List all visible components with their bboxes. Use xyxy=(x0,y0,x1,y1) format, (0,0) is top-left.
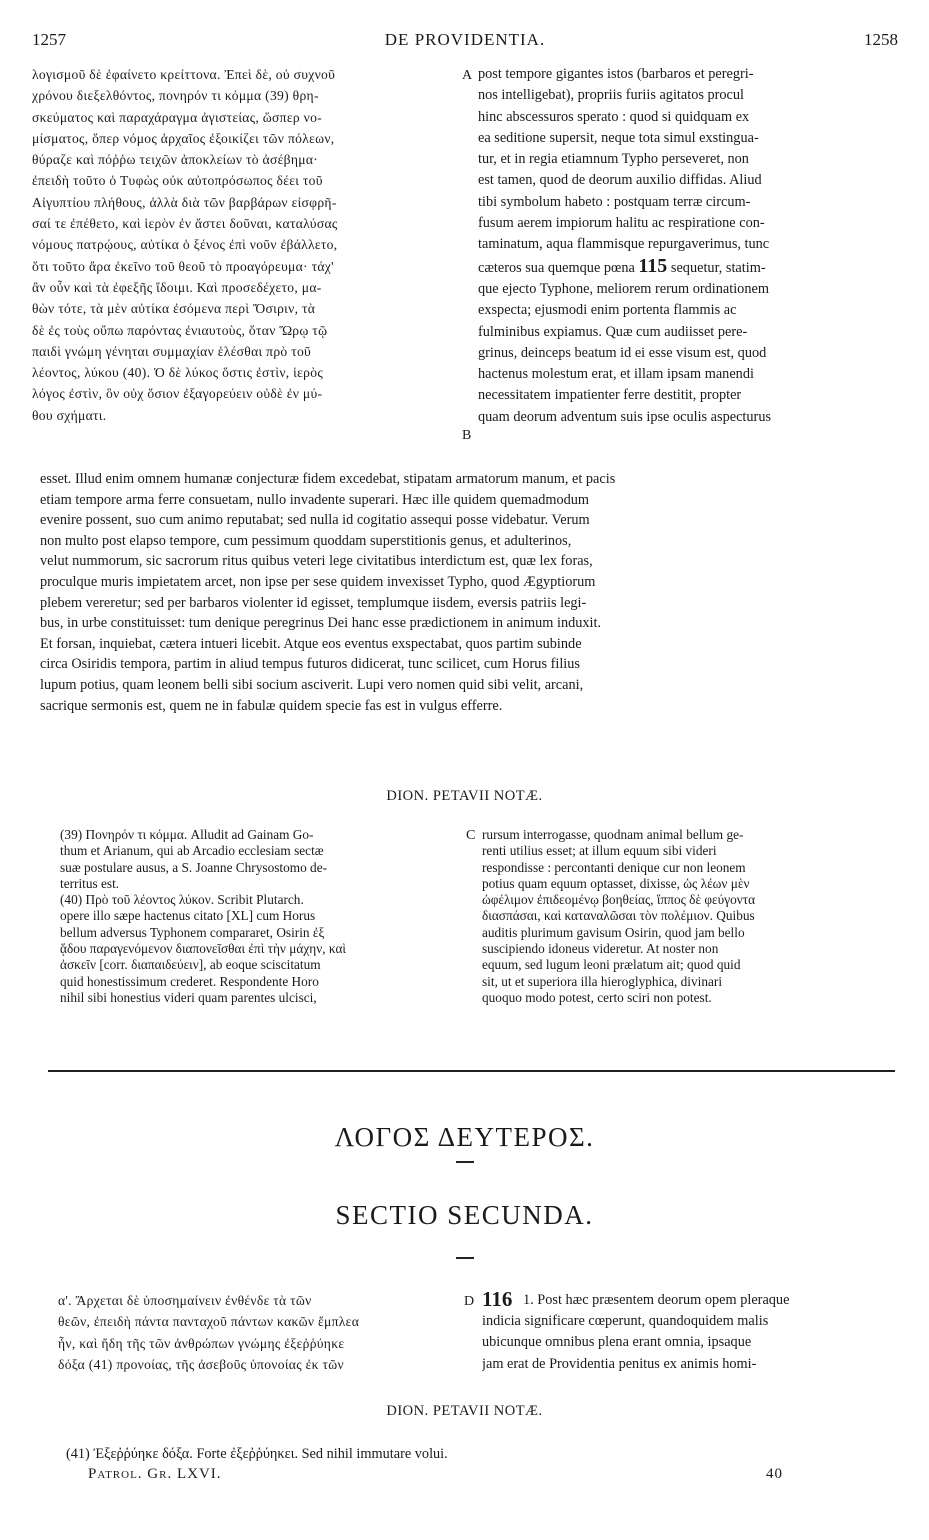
latin-line: proculque muris impietatem arcet, non ipse per sese quidem invexisset Typho, quod Ægyptiorum xyxy=(40,573,596,590)
signature-number: 40 xyxy=(766,1466,783,1482)
latin-line: post tempore gigantes istos (barbaros et peregri- xyxy=(478,66,754,82)
note-line: ᾅδου παραγενόμενον διαπονεῖσθαι ἐπὶ τὴν μάχην, καὶ xyxy=(60,941,346,957)
column-number-115: 115 xyxy=(638,255,668,277)
margin-marker-d: D xyxy=(464,1294,475,1309)
note-line: ὠφέλιμον ἐπιδεομένῳ βοηθείας, ἵππος δὲ φεύγοντα xyxy=(482,892,756,908)
running-header xyxy=(32,30,898,52)
greek-line: ἐπειδὴ τοῦτο ὁ Τυφὼς οὐκ αὐτοπρόσωπος δέει τοῦ xyxy=(32,173,323,189)
greek-column-bottom xyxy=(58,1290,456,1375)
greek-line: δὲ ἐς τοὺς οὔπω παρόντας ἐνιαυτοὺς, ὅταν Ὥρῳ τῷ xyxy=(32,322,328,338)
note-line: bellum adversus Typhonem compararet, Osirin ἐξ xyxy=(60,924,325,940)
greek-line: θύραζε καὶ πόῤῥω τειχῶν ἀποκλείων τὸ ἀσέβημα· xyxy=(32,152,319,168)
note-line: auditis plurimum gavisum Osirin, quod jam bello xyxy=(482,924,745,940)
greek-line: χρόνου διεξελθόντος, πονηρόν τι κόμμα (39) θρη- xyxy=(32,88,319,104)
greek-section-title: ΛΟΓΟΣ ΔΕΥΤΕΡΟΣ. xyxy=(334,1122,595,1152)
latin-line: ea seditione supersit, neque tota simul exstingua- xyxy=(478,129,759,146)
latin-line: fulminibus expiamus. Quæ cum audiisset pere- xyxy=(478,323,748,340)
greek-line: θὼν τότε, τὰ μὲν αὐτίκα ἐσόμενα περὶ Ὄσιριν, τὰ xyxy=(32,301,316,317)
latin-line: quam deorum adventum suis ipse oculis aspecturus xyxy=(478,408,772,425)
latin-line: necessitatem impatienter ferre destitit, propter xyxy=(478,387,742,404)
latin-line: fusum aerem impiorum halitu ac respiratione con- xyxy=(478,215,765,232)
greek-line: σαί τε ἐπέθετο, καὶ ἱερὸν ἐν ἄστει δοῦναι, καταλύσας xyxy=(32,216,338,232)
latin-segment: sequetur, statim- xyxy=(670,259,766,276)
note-line: (39) Πονηρόν τι κόμμα. Alludit ad Gainam Go- xyxy=(60,827,314,842)
latin-line: jam erat de Providentia penitus ex animis homi- xyxy=(482,1355,757,1372)
latin-line: circa Osiridis tempora, partim in aliud tempus futuros didicerat, tunc scilicet, cum Horus filius xyxy=(40,656,580,673)
note-line: equum, sed lugum leoni prælatum ait; quod quid xyxy=(482,957,741,973)
latin-line: hactenus molestum erat, et illam ipsam manendi xyxy=(478,366,754,383)
note-line: suscipiendo idoneus videretur. At noster non xyxy=(482,941,719,957)
latin-line: grinus, deinceps beatum id ei esse visum est, quod xyxy=(478,344,767,361)
latin-line: bus, in urbe constituisset: tum denique peregrinus Dei hanc esse prædictionem in animum induxit. xyxy=(40,615,602,632)
note-line: nihil sibi honestius videri quam parentes ulcisci, xyxy=(60,989,317,1005)
greek-line: ὅτι τοῦτο ἄρα ἐκεῖνο τοῦ θεοῦ τὸ προαγόρευμα· τάχ' xyxy=(32,258,334,274)
note-line: quoquo modo potest, certo sciri non potest. xyxy=(482,989,712,1005)
running-title: DE PROVIDENTIA. xyxy=(384,30,546,49)
latin-line: ubicunque omnibus plena erant omnia, ipsaque xyxy=(482,1334,752,1351)
latin-line: que ejecto Typhone, meliorem rerum ordinationem xyxy=(478,280,769,297)
signature-mark: Patrol. Gr. LXVI. xyxy=(88,1466,222,1482)
note-line: διασπάσαι, καὶ καταναλῶσαι τὸν πολέμιον. Quibus xyxy=(482,908,755,924)
footnote-41: (41) Ἐξεῤῥύηκε δόξα. Forte ἐξεῤῥύηκει. Sed nihil immutare volui. xyxy=(66,1446,448,1462)
greek-line: παιδὶ γνώμη γένηται συμμαχίαν ἑλέσθαι πρὸ τοῦ xyxy=(32,343,312,359)
note-line: (40) Πρὸ τοῦ λέοντος λύκον. Scribit Plutarch. xyxy=(60,892,304,908)
latin-column-bottom xyxy=(523,1290,898,1311)
section-divider-rule xyxy=(48,1070,895,1072)
note-line: ἀσκεῖν [corr. διαπαιδεύειν], ab eoque sciscitatum xyxy=(60,957,321,973)
greek-line: δόξα (41) προνοίας, τῆς ἀσεβοῦς ὑπονοίας ἐκ τῶν xyxy=(58,1356,344,1372)
page-number-right: 1258 xyxy=(864,30,898,49)
greek-line: Αἰγυπτίου πλήθους, ἀλλὰ διὰ τῶν βαρβάρων εἰσφρῆ- xyxy=(32,194,337,210)
title-dash xyxy=(456,1257,474,1259)
greek-line: ἂν οὖν καὶ τὰ ἐφεξῆς ἴδοιμι. Καὶ προσεδέχετο, μα- xyxy=(32,279,322,295)
latin-line: hinc abscessuros sperato : quod si quidquam ex xyxy=(478,108,750,125)
note-line: sit, ut et superiora illa hieroglyphica, divinari xyxy=(482,973,723,989)
latin-segment: cæteros sua quemque pœna xyxy=(478,259,635,276)
latin-line: indicia significare cœperunt, quandoquidem malis xyxy=(482,1313,769,1329)
greek-line: σκεύματος καὶ παραχάραγμα ἀγιστείας, ὥσπερ νο- xyxy=(32,109,322,125)
latin-line: taminatum, aqua flammisque repurgaverimus, tunc xyxy=(478,236,770,253)
note-line: rursum interrogasse, quodnam animal bellum ge- xyxy=(482,827,744,842)
latin-line: evenire possent, suo cum animo reputabat; sed nulla id cogitatio assequi posse videbatur. Verum xyxy=(40,512,590,529)
latin-full-width xyxy=(40,469,892,716)
margin-marker-a: A xyxy=(462,68,473,83)
greek-line: λόγος ἐστὶν, ὃν οὐχ ὅσιον ἐξαγορεύειν οὐδὲ ἐν μύ- xyxy=(32,386,323,402)
title-dash xyxy=(456,1161,474,1163)
margin-marker-c: C xyxy=(466,828,476,843)
latin-line: plebem vereretur; sed per barbaros violenter id egisset, templumque iisdem, eversis patriis legi- xyxy=(40,594,587,611)
greek-line: μίσματος, ὅπερ νόμος ἀρχαῖος ἐξοικίζει τῶν πόλεων, xyxy=(32,130,335,146)
latin-line: 1. Post hæc præsentem deorum opem pleraque xyxy=(523,1292,790,1308)
column-number-116: 116 xyxy=(482,1287,513,1311)
latin-line: tur, et in regia etiamnum Typho perseveret, non xyxy=(478,151,749,168)
latin-section-title: SECTIO SECUNDA. xyxy=(335,1200,594,1230)
greek-line: θεῶν, ἐπειδὴ πάντα πανταχοῦ πάντων κακῶν ἔμπλεα xyxy=(58,1314,360,1330)
greek-line: νόμους πατρῴους, αὐτίκα ὁ ξένος ἐπὶ νοῦν ἐβάλλετο, xyxy=(32,237,338,253)
latin-line: esset. Illud enim omnem humanæ conjecturæ fidem excedebat, stipatam armatorum manum, et pacis xyxy=(40,471,616,487)
greek-line: ἦν, καὶ ἤδη τῆς τῶν ἀνθρώπων γνώμης ἐξεῤῥύηκε xyxy=(58,1335,345,1351)
latin-line: est tamen, quod de deorum auxilio diffidas. Aliud xyxy=(478,172,762,189)
latin-line: tibi symbolum habeto : postquam terræ circum- xyxy=(478,193,751,210)
note-line: territus est. xyxy=(60,875,120,891)
latin-line: lupum potius, quam leonem belli sibi socium asciverit. Lupi vero nomen quid sibi velit, arcani, xyxy=(40,676,584,693)
note-line: thum et Arianum, qui ab Arcadio ecclesiam sectæ xyxy=(60,843,324,859)
page-number-left: 1257 xyxy=(32,30,66,49)
latin-line: non multo post elapso tempore, cum pessimum quoddam superstitionis genus, et adulterinos, xyxy=(40,532,572,549)
note-line: quid honestissimum crederet. Respondente Horo xyxy=(60,973,319,989)
greek-line: λέοντος, λύκου (40). Ὁ δὲ λύκος ὅστις ἐστὶν, ἱερὸς xyxy=(32,365,324,381)
notes-heading: DION. PETAVII NOTÆ. xyxy=(386,788,543,804)
latin-line: Et forsan, inquiebat, cætera intueri licebit. Atque eos eventus exspectabat, quos partim subinde xyxy=(40,635,582,652)
note-line: respondisse : percontanti denique cur non leonem xyxy=(482,859,746,875)
latin-line: exspecta; ejusmodi enim portenta flammis ac xyxy=(478,302,737,319)
greek-line: α'. Ἄρχεται δὲ ὑποσημαίνειν ἐνθένδε τὰ τῶν xyxy=(58,1293,312,1308)
notes-column-left xyxy=(60,827,460,1006)
note-line: suæ postulare ausus, a S. Joanne Chrysostomo de- xyxy=(60,859,328,875)
greek-line: θου σχήματι. xyxy=(32,407,107,423)
margin-marker-b: B xyxy=(462,428,472,443)
notes-heading-2: DION. PETAVII NOTÆ. xyxy=(386,1403,543,1419)
latin-line xyxy=(478,256,898,279)
latin-line: sacrique sermonis est, quem ne in fabulæ quidem specie fas est in vulgus efferre. xyxy=(40,697,503,714)
greek-line: λογισμοῦ δὲ ἐφαίνετο κρείττονα. Ἐπεὶ δὲ, οὐ συχνοῦ xyxy=(32,67,336,82)
latin-line: velut nummorum, sic sacrorum ritus quibus veteri lege civitatibus interdictum est, quæ lex foras, xyxy=(40,553,593,570)
note-line: potius quam equum optasset, dixisse, ὡς λέων μὲν xyxy=(482,875,750,891)
latin-line: etiam tempore arma ferre consuetam, nullo invadente superari. Hæc ille quidem quemadmodum xyxy=(40,491,590,508)
note-line: opere illo sæpe hactenus citato [XL] cum Horus xyxy=(60,908,316,924)
latin-column-top xyxy=(478,64,898,428)
latin-line: nos intelligebat), propriis furiis agitatos procul xyxy=(478,87,745,104)
latin-column-bottom-cont xyxy=(482,1311,898,1375)
note-line: renti utilius esset; at illum equum sibi videri xyxy=(482,843,717,859)
notes-column-right xyxy=(482,827,889,1006)
greek-column-top xyxy=(32,64,454,426)
